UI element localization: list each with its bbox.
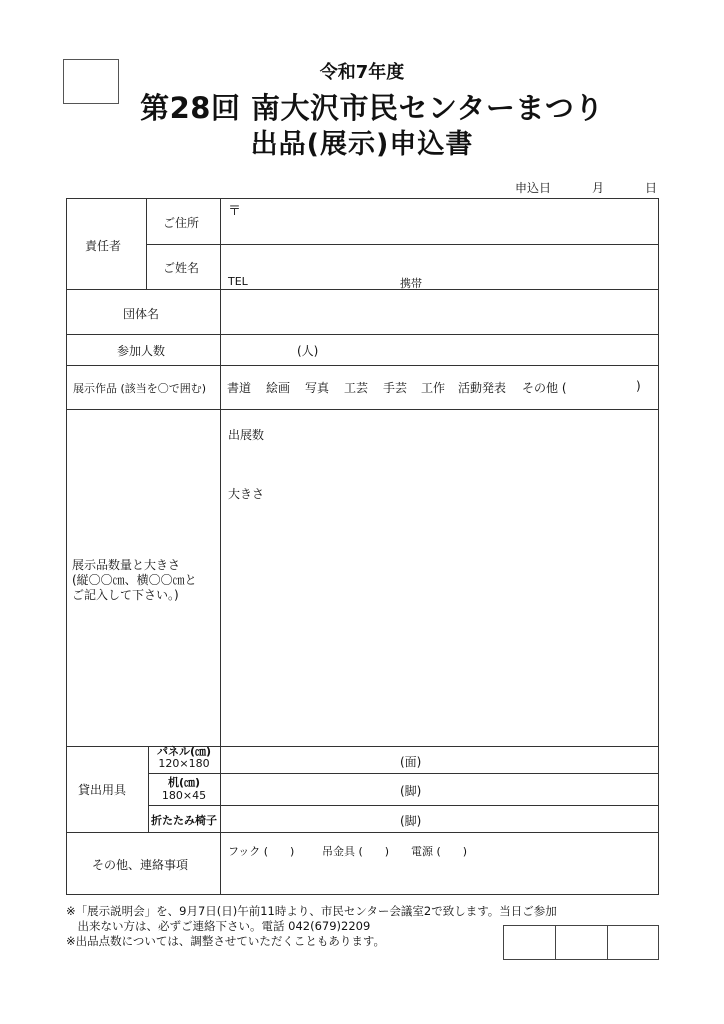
rental-item-desk-name: 机(㎝) 180×45 [161,776,207,802]
hook-option[interactable]: フック ( ) [228,845,295,858]
power-option[interactable]: 電源 ( ) [411,845,468,858]
rental-label: 貸出用具 [78,783,127,797]
exhibit-option-craft[interactable]: 工芸 [344,381,369,395]
footer-note-1: ※「展示説明会」を、9月7日(日)午前11時より、市民センター会議室2で致します。当日ご参加 [66,904,557,918]
participants-field[interactable] [221,335,296,364]
page-title: 第28回 南大沢市民センターまつり [140,91,604,125]
exhibit-option-photo[interactable]: 写真 [305,381,330,395]
other-label: その他、連絡事項 [92,858,189,872]
rental-item-desk-unit: (脚) [400,784,422,798]
date-day: 日 [645,181,658,195]
postal-mark: 〒 [228,204,242,219]
rental-item-panel-name: パネル(㎝) 120×180 [156,745,212,770]
exhibit-option-handicraft[interactable]: 手芸 [383,381,408,395]
rental-desk-field[interactable] [221,774,658,804]
rental-item-chair-name: 折たたみ椅子 [151,814,217,827]
exhibit-option-painting[interactable]: 絵画 [266,381,291,395]
rental-panel-field[interactable] [221,747,658,772]
exhibit-option-presentation[interactable]: 活動発表 [458,381,507,395]
exhibit-type-label: 展示作品 (該当を〇で囲む) [73,382,207,395]
page-subtitle: 出品(展示)申込書 [250,129,474,160]
quantity-size-label-3: ご記入して下さい。) [72,588,179,602]
representative-label: 責任者 [85,239,122,253]
address-label: ご住所 [163,216,200,230]
era-line: 令和7年度 [319,62,405,83]
exhibit-option-construction[interactable]: 工作 [421,381,446,395]
exhibit-option-other-close: ) [636,379,641,393]
size-label: 大きさ [228,487,265,501]
name-field[interactable] [221,245,658,273]
other-notes-field[interactable] [221,860,658,894]
footer-note-3: ※出品点数については、調整させていただくこともあります。 [66,934,385,948]
date-month: 月 [592,181,605,195]
rental-item-panel-unit: (面) [400,755,422,769]
office-use-boxes [503,925,659,960]
footer-note-2: 出来ない方は、必ずご連絡下さい。電話 042(679)2209 [66,919,371,933]
participants-label: 参加人数 [117,344,166,358]
mobile-label: 携帯 [400,277,422,290]
group-name-label: 団体名 [123,307,160,321]
rental-chair-field[interactable] [221,806,658,831]
quantity-size-label-1: 展示品数量と大きさ [72,558,181,572]
rental-item-chair-unit: (脚) [400,814,422,828]
quantity-size-label-2: (縦〇〇㎝、横〇〇㎝と [72,573,197,587]
address-field[interactable] [221,199,658,243]
participants-unit: (人) [297,344,319,358]
hanger-option[interactable]: 吊金具 ( ) [322,845,390,858]
exhibit-option-calligraphy[interactable]: 書道 [227,381,252,395]
date-label: 申込日 [515,181,552,195]
count-label: 出展数 [228,428,265,442]
quantity-size-field[interactable] [221,410,658,745]
tel-label: TEL [228,275,248,288]
exhibit-option-other[interactable]: その他 ( [522,381,567,395]
group-name-field[interactable] [221,290,658,333]
name-label: ご姓名 [163,261,200,275]
